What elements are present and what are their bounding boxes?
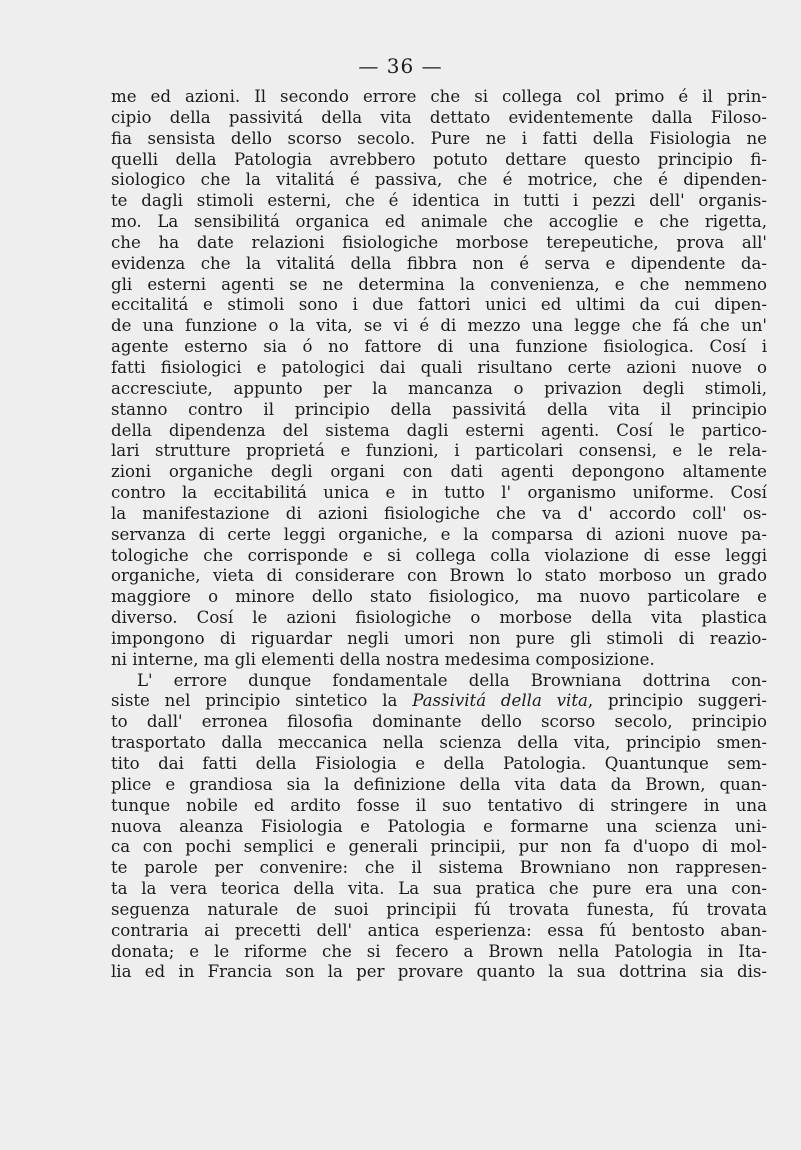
- text-line: gli esterni agenti se ne determina la convenienza, e che nemmeno: [111, 274, 767, 294]
- text-line: donata; e le riforme che si fecero a Brown nella Patologia in Ita-: [111, 941, 767, 961]
- text-line: eccitalitá e stimoli sono i due fattori unici ed ultimi da cui dipen-: [111, 295, 767, 315]
- text-line: mo. La sensibilitá organica ed animale che accoglie e che rigetta,: [111, 212, 767, 232]
- text-line: to dall' erronea filosofia dominante dello scorso secolo, principio: [111, 712, 767, 732]
- text-line: ca con pochi semplici e generali principii, pur non fa d'uopo di mol-: [111, 837, 767, 857]
- text-line: stanno contro il principio della passivitá della vita il principio: [111, 399, 767, 419]
- text-line: plice e grandiosa sia la definizione della vita data da Brown, quan-: [111, 774, 767, 794]
- text-line: tunque nobile ed ardito fosse il suo tentativo di stringere in una: [111, 795, 767, 815]
- text-line: de una funzione o la vita, se vi é di mezzo una legge che fá che un': [111, 316, 767, 336]
- text-line: accresciute, appunto per la mancanza o privazion degli stimoli,: [111, 378, 767, 398]
- text-line: contraria ai precetti dell' antica esperienza: essa fú bentosto aban-: [111, 920, 767, 940]
- text-line: della dipendenza del sistema dagli esterni agenti. Cosí le partico-: [111, 420, 767, 440]
- text-line: lari strutture proprietá e funzioni, i particolari consensi, e le rela-: [111, 441, 767, 461]
- text-line: me ed azioni. Il secondo errore che si collega col primo é il prin-: [111, 87, 767, 106]
- text-line: ta la vera teorica della vita. La sua pratica che pure era una con-: [111, 879, 767, 899]
- text-line: siologico che la vitalitá é passiva, che é motrice, che é dipenden-: [111, 170, 767, 190]
- text-line: te parole per convenire: che il sistema Browniano non rappresen-: [111, 858, 767, 878]
- text-line: diverso. Cosí le azioni fisiologiche o morbose della vita plastica: [111, 608, 767, 628]
- text-line: tologiche che corrisponde e si collega colla violazione di esse leggi: [111, 545, 767, 565]
- text-line: quelli della Patologia avrebbero potuto dettare questo principio fi-: [111, 149, 767, 169]
- text-line: zioni organiche degli organi con dati agenti depongono altamente: [111, 462, 767, 482]
- page-number: — 36 —: [358, 54, 443, 78]
- text-line: trasportato dalla meccanica nella scienza della vita, principio smen-: [111, 733, 767, 753]
- text-line: agente esterno sia ó no fattore di una funzione fisiologica. Cosí i: [111, 337, 767, 357]
- text-line: fatti fisiologici e patologici dai quali risultano certe azioni nuove o: [111, 357, 767, 377]
- text-line: evidenza che la vitalitá della fibbra non é serva e dipendente da-: [111, 253, 767, 273]
- text-line: la manifestazione di azioni fisiologiche che va d' accordo coll' os-: [111, 503, 767, 523]
- text-line: organiche, vieta di considerare con Brown lo stato morboso un grado: [111, 566, 767, 586]
- text-line-with-italic: siste nel principio sintetico la Passivitá della vita, principio suggeri-: [111, 691, 767, 711]
- text-line: fia sensista dello scorso secolo. Pure ne i fatti della Fisiologia ne: [111, 128, 767, 148]
- text-line: servanza di certe leggi organiche, e la comparsa di azioni nuove pa-: [111, 524, 767, 544]
- text-line: contro la eccitabilitá unica e in tutto l' organismo uniforme. Cosí: [111, 483, 767, 503]
- text-line: L' errore dunque fondamentale della Browniana dottrina con-: [137, 670, 767, 690]
- text-line: lia ed in Francia son la per provare quanto la sua dottrina sia dis-: [111, 962, 767, 982]
- italic-phrase: Passivitá della vita: [412, 691, 588, 711]
- text-line: seguenza naturale de suoi principii fú trovata funesta, fú trovata: [111, 899, 767, 919]
- text-line: impongono di riguardar negli umori non pure gli stimoli di reazio-: [111, 628, 767, 648]
- text-line: ni interne, ma gli elementi della nostra medesima composizione.: [111, 649, 655, 669]
- text-line: te dagli stimoli esterni, che é identica in tutti i pezzi dell' organis-: [111, 191, 767, 211]
- text-line: tito dai fatti della Fisiologia e della Patologia. Quantunque sem-: [111, 754, 767, 773]
- text-line: maggiore o minore dello stato fisiologico, ma nuovo particolare e: [111, 587, 767, 607]
- text-line: nuova aleanza Fisiologia e Patologia e formarne una scienza uni-: [111, 816, 767, 836]
- body-text: [111, 87, 767, 983]
- text-line: che ha date relazioni fisiologiche morbose terepeutiche, prova all': [111, 232, 767, 252]
- text-line: cipio della passivitá della vita dettato evidentemente dalla Filoso-: [111, 107, 767, 127]
